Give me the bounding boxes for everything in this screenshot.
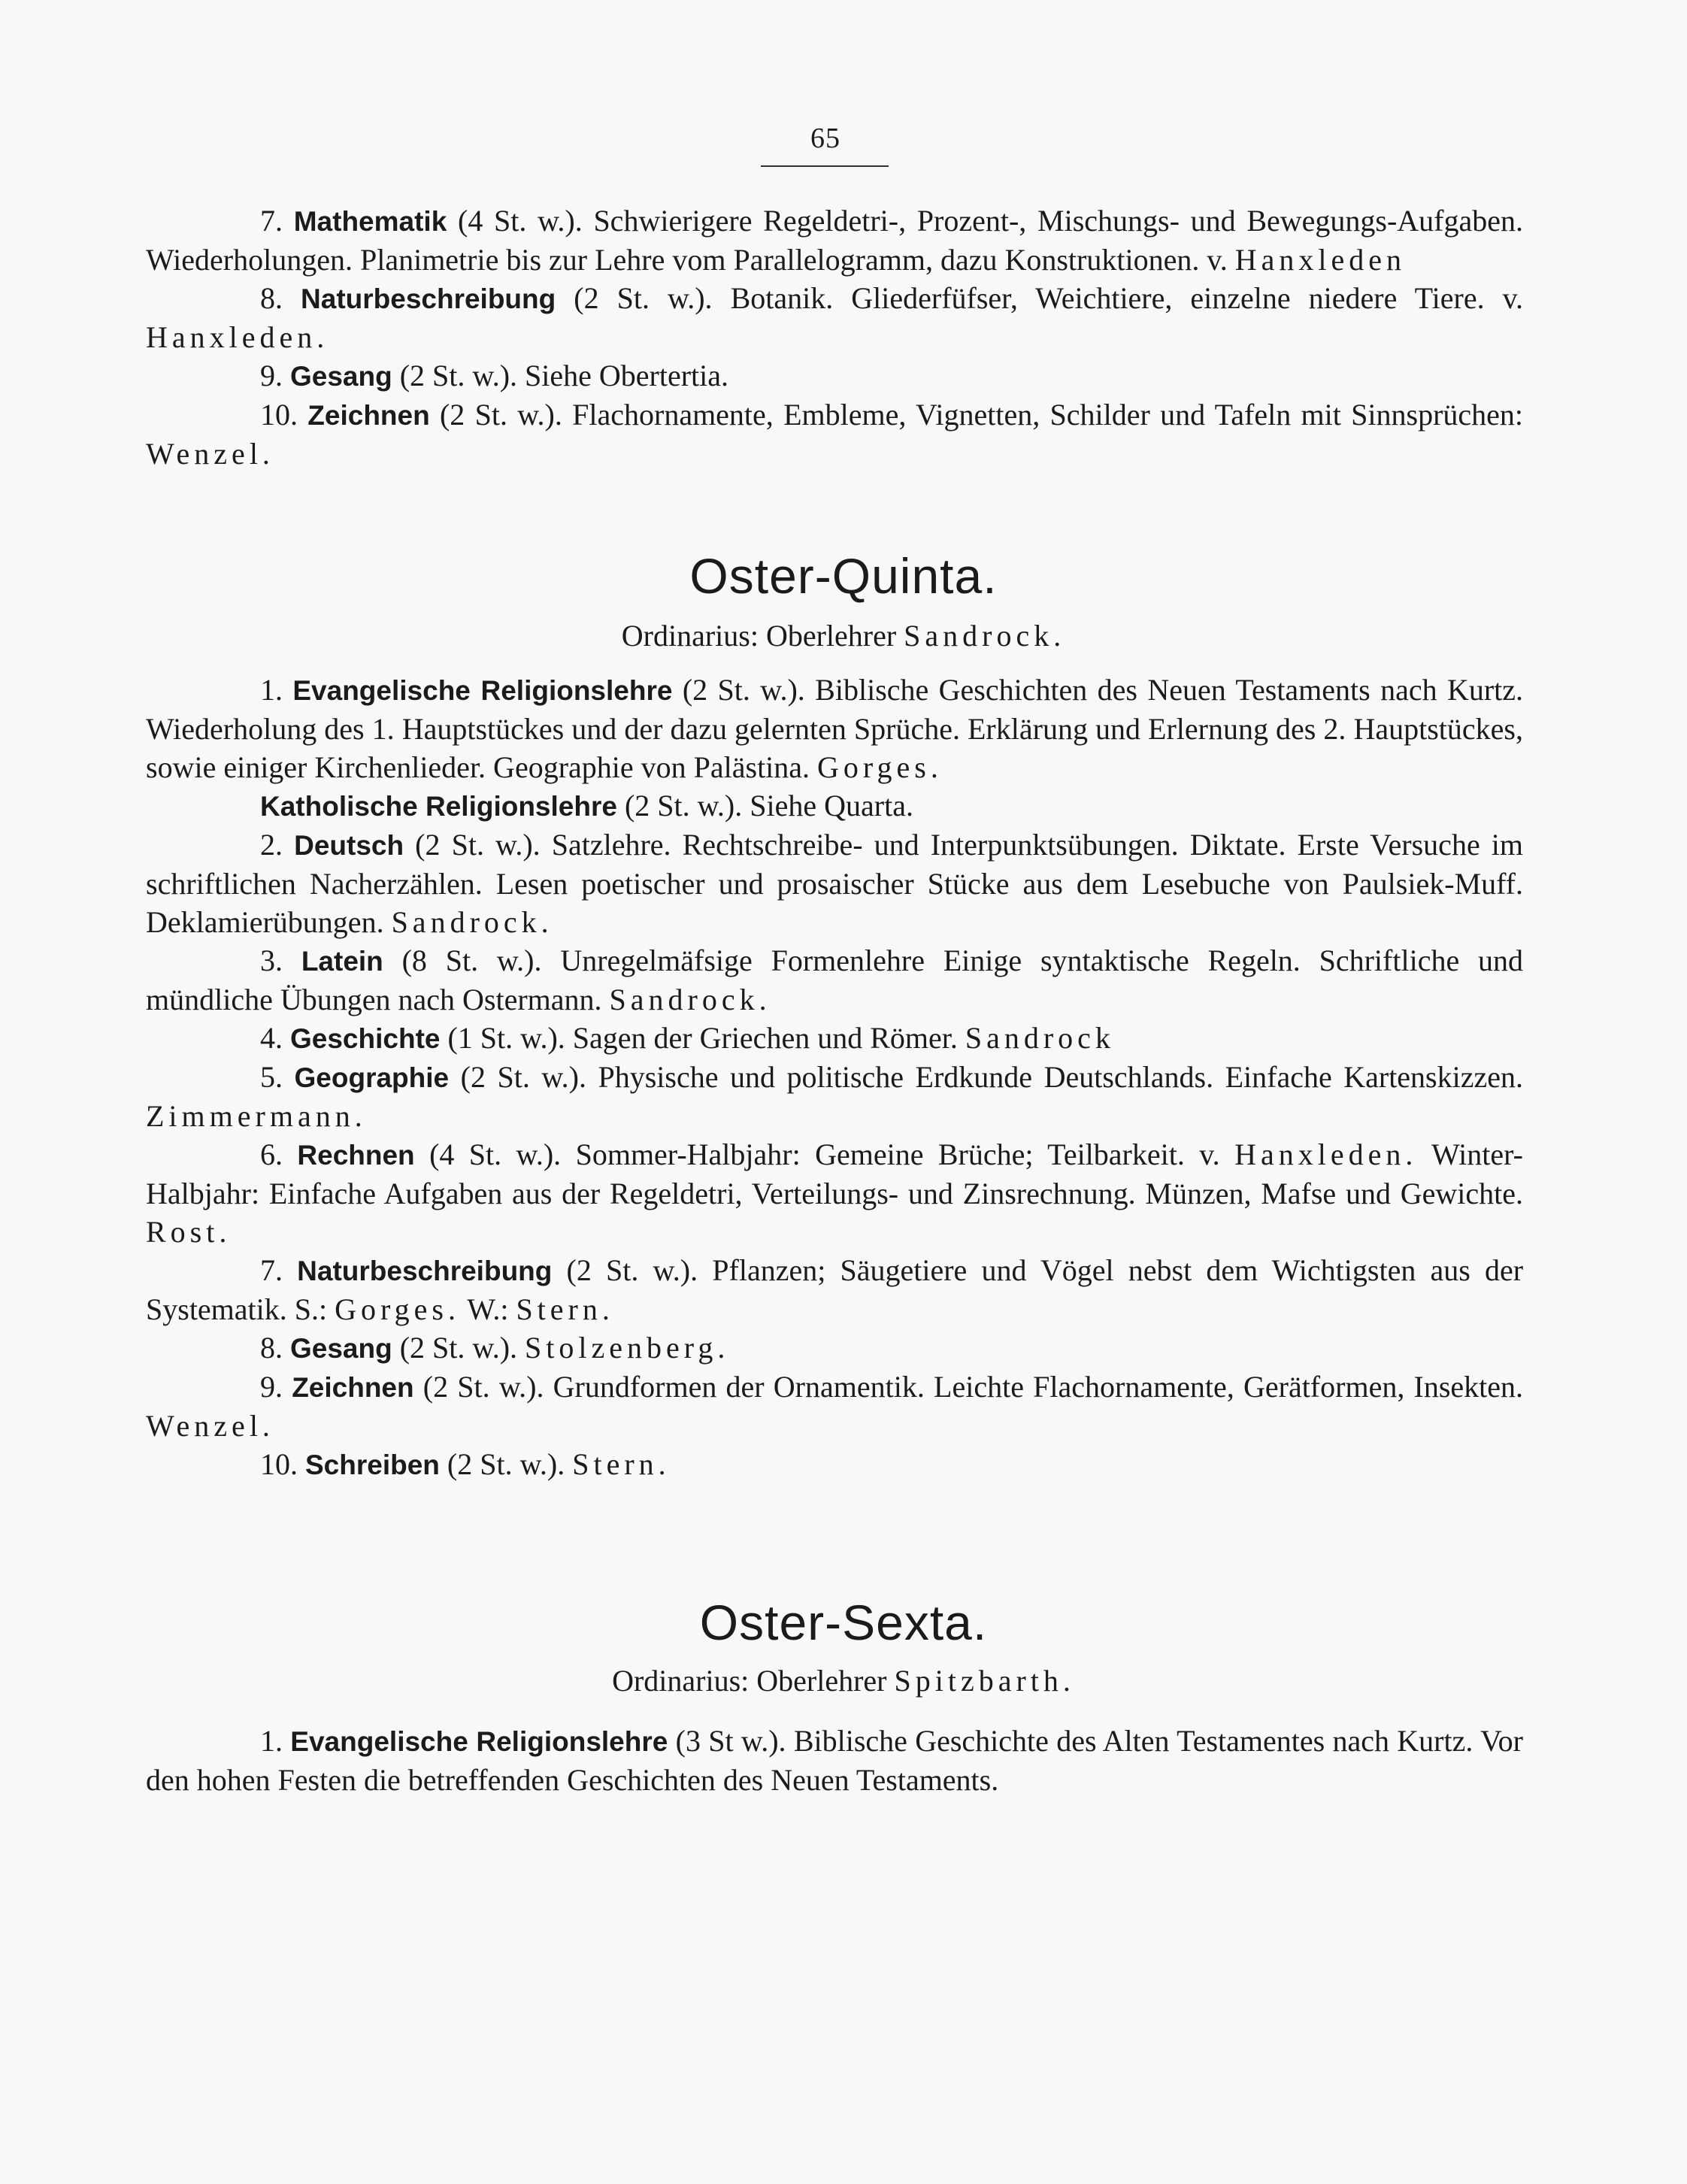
subject-item [146, 1445, 1523, 1484]
subject-item [146, 786, 1523, 825]
subject-name: Evangelische Religionslehre [290, 1726, 668, 1757]
teacher-name: Stern. [572, 1447, 671, 1481]
item-number: 8. [260, 1331, 283, 1365]
item-number: 9. [260, 1370, 283, 1404]
subject-name: Zeichnen [307, 400, 430, 431]
teacher-name: Hanxleden. [146, 320, 329, 354]
subject-name: Katholische Religionslehre [260, 791, 617, 822]
subject-text: Biblische Geschichte des Alten Testamentes nach Kurtz. Vor den hohen Festen die betreffenden Geschichten des Neuen Testaments. [146, 1724, 1523, 1797]
subject-hours: (2 St. w.). [460, 1060, 586, 1094]
subject-text: Grundformen der Ornamentik. Leichte Flachornamente, Gerätformen, Insekten. [553, 1370, 1524, 1404]
subject-item [146, 356, 1523, 395]
subject-text: Physische und politische Erdkunde Deutschlands. Einfache Kartenskizzen. [598, 1060, 1524, 1094]
subject-hours: (2 St. w.). [423, 1370, 544, 1404]
item-number: 1. [260, 673, 283, 707]
subject-text: Winter-Halbjahr: Einfache Aufgaben aus der Regeldetri, Verteilungs- und Zinsrechnung. Münzen, Mafse und Gewichte. [146, 1137, 1524, 1210]
quinta-section [146, 671, 1523, 1484]
item-number: 7. [260, 1253, 283, 1287]
subject-name: Deutsch [294, 830, 404, 861]
item-number: 5. [260, 1060, 283, 1094]
teacher-name: Hanxleden. [1234, 1137, 1418, 1171]
subject-text: Siehe Obertertia. [525, 359, 729, 392]
teacher-name: Gorges. [335, 1292, 460, 1326]
item-number: 2. [260, 828, 283, 862]
item-number: 4. [260, 1021, 283, 1055]
section-title-quinta: Oster-Quinta. [689, 548, 998, 604]
subject-hours: (2 St. w.). [566, 1253, 698, 1287]
subject-hours: (2 St. w.). [447, 1447, 565, 1481]
subject-name: Mathematik [293, 206, 447, 237]
teacher-name: Rost. [146, 1215, 232, 1249]
teacher-name: Sandrock. [609, 983, 771, 1016]
subject-text: Biblische Geschichten des Neuen Testaments nach Kurtz. Wiederholung des 1. Hauptstückes und der dazu gelernten Sprüche. Erklärung und Erlernung des 2. Hauptstückes, sowie einiger Kirchenlieder. Geographie von Palästina. [146, 673, 1524, 784]
subject-item [146, 1328, 1523, 1368]
subject-item [146, 1058, 1523, 1135]
subject-name: Latein [301, 946, 383, 977]
subject-text: Siehe Quarta. [750, 789, 913, 822]
subject-hours: (2 St. w.). [399, 359, 518, 392]
item-number: 10. [260, 1447, 298, 1481]
subject-text: Flachornamente, Embleme, Vignetten, Schilder und Tafeln mit Sinnsprüchen: [572, 398, 1524, 432]
page-number-rule [761, 165, 889, 167]
teacher-name: Wenzel. [146, 1409, 274, 1443]
teacher-name: Hanxleden [1234, 243, 1406, 277]
subject-text: Unregelmäfsige Formenlehre Einige syntaktische Regeln. Schriftliche und mündliche Übungen nach Ostermann. [146, 944, 1524, 1016]
subject-name: Geographie [294, 1062, 450, 1093]
item-number: 8. [260, 281, 283, 315]
subject-item [146, 279, 1523, 356]
subject-item [146, 1251, 1523, 1328]
subject-item [146, 1135, 1523, 1251]
subject-item [146, 941, 1523, 1019]
subject-text: W.: [467, 1292, 509, 1326]
item-number: 1. [260, 1724, 283, 1758]
subject-name: Gesang [290, 1333, 392, 1364]
subject-hours: (1 St. w.). [447, 1021, 565, 1055]
subject-item [146, 395, 1523, 473]
teacher-name: Wenzel. [146, 437, 274, 471]
subject-name: Naturbeschreibung [301, 283, 556, 314]
subject-hours: (2 St. w.). [624, 789, 743, 822]
subject-name: Gesang [290, 361, 392, 392]
ordinarius-label: Ordinarius: Oberlehrer [612, 1664, 887, 1698]
page-number: 65 [810, 123, 840, 154]
subject-name: Rechnen [297, 1140, 415, 1171]
subject-name: Schreiben [305, 1449, 440, 1480]
subject-item [146, 1019, 1523, 1058]
subject-name: Naturbeschreibung [297, 1256, 553, 1286]
subject-text: Pflanzen; Säugetiere und Vögel nebst dem Wichtigsten aus der Systematik. S.: [146, 1253, 1524, 1326]
ordinarius-name: Sandrock. [904, 619, 1066, 653]
item-number: 3. [260, 944, 283, 977]
teacher-name: Zimmermann. [146, 1099, 367, 1133]
subject-item [146, 1368, 1523, 1445]
section-title-sexta: Oster-Sexta. [699, 1595, 988, 1650]
subject-hours: (2 St. w.). [439, 398, 562, 432]
subject-hours: (4 St. w.). [429, 1137, 562, 1171]
subject-text: Botanik. Gliederfüfser, Weichtiere, einzelne niedere Tiere. v. [730, 281, 1524, 315]
subject-hours: (3 St w.). [675, 1724, 786, 1758]
ordinarius-line-sexta [0, 1663, 1687, 1698]
subject-item [146, 201, 1523, 279]
item-number: 10. [260, 398, 298, 432]
subject-name: Evangelische Religionslehre [292, 675, 673, 706]
item-number: 9. [260, 359, 283, 392]
ordinarius-name: Spitzbarth. [894, 1664, 1075, 1698]
subject-text: Satzlehre. Rechtschreibe- und Interpunktsübungen. Diktate. Erste Versuche im schriftlichen Nacherzählen. Lesen poetischer und prosaischer Stücke aus dem Lesebuche von Paulsiek-Muff. Deklamierübungen. [146, 828, 1524, 939]
subject-text: Sagen der Griechen und Römer. [572, 1021, 958, 1055]
teacher-name: Stolzenberg. [525, 1331, 730, 1365]
ordinarius-line-quinta [0, 618, 1687, 653]
subject-hours: (4 St. w.). [458, 204, 583, 238]
item-number: 6. [260, 1137, 283, 1171]
subject-hours: (2 St. w.). [415, 828, 541, 862]
subject-hours: (2 St. w.). [574, 281, 713, 315]
teacher-name: Stern. [516, 1292, 614, 1326]
subject-item [146, 1722, 1523, 1799]
ordinarius-label: Ordinarius: Oberlehrer [621, 619, 897, 653]
subject-hours: (8 St. w.). [401, 944, 542, 977]
item-number: 7. [260, 204, 283, 238]
subject-text: Sommer-Halbjahr: Gemeine Brüche; Teilbarkeit. v. [575, 1137, 1220, 1171]
subject-item [146, 671, 1523, 786]
sexta-section [146, 1722, 1523, 1799]
subject-hours: (2 St. w.). [682, 673, 805, 707]
subject-text: Schwierigere Regeldetri-, Prozent-, Mischungs- und Bewegungs-Aufgaben. Wiederholungen. Planimetrie bis zur Lehre vom Parallelogramm, dazu Konstruktionen. v. [146, 204, 1524, 277]
subject-item [146, 825, 1523, 941]
teacher-name: Sandrock. [391, 905, 553, 939]
teacher-name: Gorges. [817, 750, 943, 784]
subject-name: Zeichnen [292, 1372, 414, 1403]
subject-name: Geschichte [290, 1023, 441, 1054]
subject-hours: (2 St. w.). [399, 1331, 518, 1365]
continued-section [146, 201, 1523, 473]
teacher-name: Sandrock [965, 1021, 1115, 1055]
